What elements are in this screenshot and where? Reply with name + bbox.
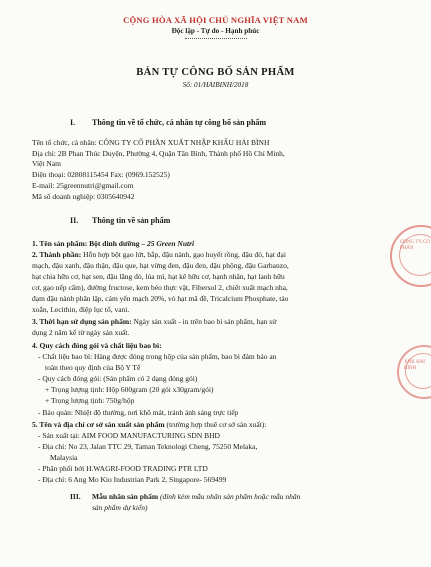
section-3-heading <box>70 492 300 502</box>
ingredients-line-1 <box>32 250 286 260</box>
section-2-heading <box>70 216 170 225</box>
document-number: Số: 01/HAIBINH/2018 <box>182 81 249 89</box>
org-address-1: Địa chỉ: 2B Phan Thúc Duyện, Phường 4, Quận Tân Bình, Thành phố Hồ Chí Minh, <box>32 149 285 158</box>
section-1-title: Thông tin về tổ chức, cá nhân tự công bố sản phẩm <box>92 118 267 127</box>
shelf-life-text-1: Ngày sản xuất - in trên bao bì sản phẩm, hạn sử <box>131 317 277 326</box>
packaging-heading: 4. Quy cách đóng gói và chất liệu bao bì: <box>32 341 162 350</box>
document-title: BẢN TỰ CÔNG BỐ SẢN PHẨM <box>136 67 295 78</box>
motto-divider <box>185 38 247 39</box>
section-3-note-2: sản phẩm dự kiến) <box>92 503 148 512</box>
shelf-life-label: 3. Thời hạn sử dụng sản phẩm: <box>32 317 132 326</box>
ingredients-line-5: đạm đậu nành phân lập, cám yến mạch 20%, vỏ hạt mã đề, Tricalcium Phosphate, tảo <box>32 294 289 303</box>
motto: Độc lập - Tự do - Hạnh phúc <box>171 27 260 35</box>
section-2-title: Thông tin về sản phẩm <box>92 216 171 225</box>
org-tax-code: Mã số doanh nghiệp: 0305640942 <box>32 192 135 201</box>
section-3-title: Mẫu nhãn sản phẩm <box>92 492 159 501</box>
section-2-number: II. <box>70 216 79 225</box>
ingredients-line-4: cơ, gạo nếp cẩm), đường fructose, kem béo thực vật, Fibersol 2, chiết xuất mạch nha, <box>32 283 288 292</box>
manufacturer-line-5: - Địa chỉ: 6 Ang Mo Kio Industrian Park 2, Singapore- 569499 <box>38 475 227 484</box>
section-1-heading <box>70 118 266 127</box>
packaging-line-6: - Bảo quản: Nhiệt độ thường, nơi khô mát, tránh ánh sáng trực tiếp <box>38 408 239 417</box>
org-address-2: Việt Nam <box>32 159 61 168</box>
seal-bottom-text: XNK HẢI BÌNH <box>404 360 425 371</box>
packaging-line-2: toàn theo quy định của Bộ Y Tế <box>45 363 141 372</box>
manufacturer-line-3: Malaysia <box>50 453 78 462</box>
org-email: E-mail: 25greennutri@gmail.com <box>32 181 134 190</box>
ingredients-line-6: xoắn, Lecithin, điệp lục tố, vani. <box>32 305 130 314</box>
ingredients-line-2: mạch, đậu xanh, đậu thận, đậu que, hạt vừng đen, đậu đen, đậu phộng, đậu Garbanzo, <box>32 261 289 270</box>
packaging-line-5: + Trọng lượng tịnh: 750g/hộp <box>45 396 135 405</box>
manufacturer-line-4: - Phân phối bởi H.WAGRI-FOOD TRADING PTR LTD <box>38 464 208 473</box>
section-1-number: I. <box>70 118 76 127</box>
product-name <box>32 239 194 249</box>
ingredients-label: 2. Thành phần: <box>32 250 82 259</box>
manufacturer-line-2: - Địa chỉ: No 23, Jalan TTC 29, Taman Teknologi Cheng, 75250 Melaka, <box>38 442 258 451</box>
org-phone: Điện thoại: 02808115454 Fax: (0969.152525) <box>32 170 170 179</box>
product-name-value: Bột dinh dưỡng <box>89 239 140 248</box>
manufacturer-note: (trường hợp thuê cơ sở sản xuất): <box>164 420 267 429</box>
manufacturer-line-1: - Sản xuất tại: AIM FOOD MANUFACTURING SDN BHD <box>38 431 220 440</box>
org-name: Tên tổ chức, cá nhân: CÔNG TY CỔ PHẦN XUẤT NHẬP KHẨU HẢI BÌNH <box>32 138 270 147</box>
shelf-life-line-1 <box>32 317 276 327</box>
seal-top-text: CÔNG TY CỔ PHẦN <box>400 240 431 251</box>
packaging-line-1: - Chất liệu bao bì: Hàng được đóng trong hộp của sản phẩm, bao bì đảm bảo an <box>38 352 277 361</box>
section-3-note-1: (đính kèm mẫu nhãn sản phẩm hoặc mẫu nhãn <box>158 492 301 501</box>
manufacturer-label: 5. Tên và địa chỉ cơ sở sản xuất sản phẩm <box>32 420 165 429</box>
section-3-number: III. <box>70 492 81 501</box>
nation-heading: CỘNG HÒA XÃ HỘI CHỦ NGHĨA VIỆT NAM <box>123 15 308 25</box>
ingredients-line-3: hạt chia hữu cơ, hạt sen, đậu lăng đỏ, lúa mì, hạt kê hữu cơ, hạnh nhân, hạt lanh hữu <box>32 272 285 281</box>
packaging-line-4: + Trọng lượng tịnh: Hộp 600gram (20 gói x30gram/gói) <box>45 385 214 394</box>
product-brand: – 25 Green Nutri <box>141 239 195 248</box>
packaging-line-3: - Quy cách đóng gói: (Sản phẩm có 2 dạng đóng gói) <box>38 374 198 383</box>
manufacturer-heading <box>32 420 266 430</box>
product-name-label: 1. Tên sản phẩm: <box>32 239 88 248</box>
ingredients-text-1: Hỗn hợp bột gạo lứt, bắp, đậu nành, gạo huyết rồng, đậu đỏ, hạt đại <box>81 250 286 259</box>
shelf-life-line-2: dụng 2 năm kể từ ngày sản xuất. <box>32 328 130 337</box>
